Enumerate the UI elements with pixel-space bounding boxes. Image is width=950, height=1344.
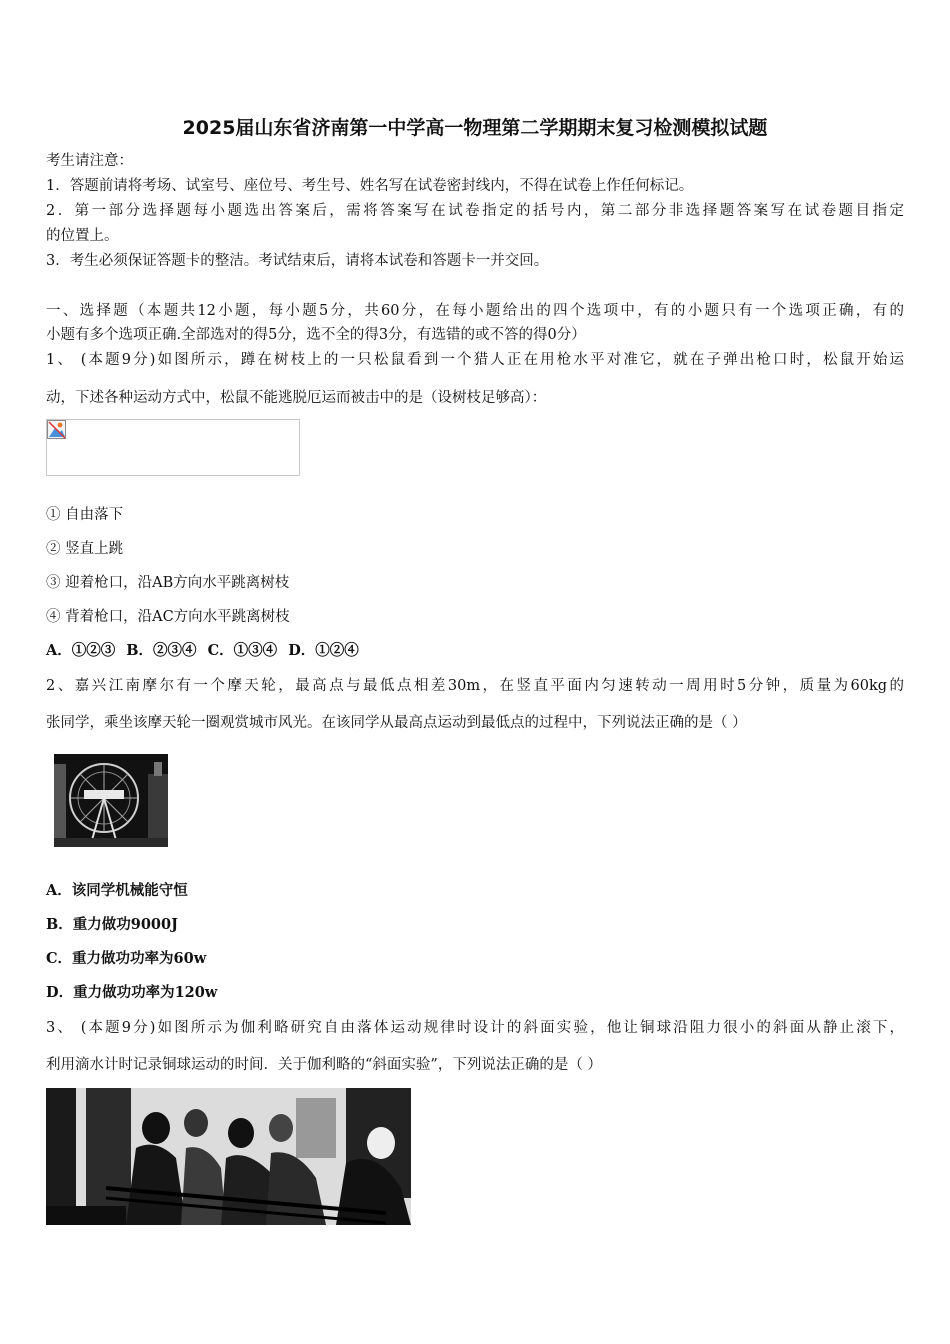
notice-item-1: 1．答题前请将考场、试室号、座位号、考生号、姓名写在试卷密封线内，不得在试卷上作任何标记。 <box>46 178 694 194</box>
notice-heading: 考生请注意： <box>46 153 133 169</box>
notice-item-3: 3．考生必须保证答题卡的整洁。考试结束后，请将本试卷和答题卡一并交回。 <box>46 253 549 269</box>
section-heading: 一、选择题（本题共12小题，每小题5分，共60分，在每小题给出的四个选项中，有的小题只有一个选项正确，有的 <box>46 303 904 319</box>
question-1-option-2: ② 竖直上跳 <box>46 541 124 557</box>
question-1-stem-cont: 动，下述各种运动方式中，松鼠不能逃脱厄运而被击中的是（设树枝足够高）： <box>46 390 547 406</box>
galileo-experiment-illustration <box>46 1088 411 1225</box>
question-1-option-3: ③ 迎着枪口，沿AB方向水平跳离树枝 <box>46 575 290 591</box>
question-1-stem: 1、 (本题9分)如图所示，蹲在树枝上的一只松鼠看到一个猎人正在用枪水平对准它，就在子弹出枪口时，松鼠开始运 <box>46 352 904 368</box>
question-2-option-b: B．重力做功9000J <box>46 916 178 933</box>
notice-item-2: 2．第一部分选择题每小题选出答案后，需将答案写在试卷指定的括号内，第二部分非选择题答案写在试卷题目指定 <box>46 203 904 219</box>
question-2-option-a: A．该同学机械能守恒 <box>46 882 188 899</box>
question-2-stem-cont: 张同学，乘坐该摩天轮一圈观赏城市风光。在该同学从最高点运动到最低点的过程中，下列说法正确的是（ ） <box>46 715 747 731</box>
page-title: 2025届山东省济南第一中学高一物理第二学期期末复习检测模拟试题 <box>182 117 768 139</box>
question-1-answers: A．①②③ B．②③④ C．①③④ D．①②④ <box>46 642 359 659</box>
question-1-option-1: ① 自由落下 <box>46 507 124 523</box>
section-heading-cont: 小题有多个选项正确.全部选对的得5分，选不全的得3分，有选错的或不答的得0分） <box>46 327 586 343</box>
question-3-stem-cont: 利用滴水计时记录铜球运动的时间．关于伽利略的“斜面实验”，下列说法正确的是（ ） <box>46 1057 602 1073</box>
question-2-stem: 2、嘉兴江南摩尔有一个摩天轮，最高点与最低点相差30m，在竖直平面内匀速转动一周用时5分钟，质量为60kg的 <box>46 678 904 694</box>
question-2-option-c: C．重力做功功率为60w <box>46 950 207 967</box>
question-1-option-4: ④ 背着枪口，沿AC方向水平跳离树枝 <box>46 609 290 625</box>
broken-image-placeholder <box>46 419 300 476</box>
question-2-option-d: D．重力做功功率为120w <box>46 984 218 1001</box>
broken-image-icon <box>47 420 67 440</box>
ferris-wheel-photo <box>54 754 168 847</box>
notice-item-2-cont: 的位置上。 <box>46 228 119 244</box>
question-3-stem: 3、 (本题9分)如图所示为伽利略研究自由落体运动规律时设计的斜面实验，他让铜球沿阻力很小的斜面从静止滚下， <box>46 1020 904 1036</box>
